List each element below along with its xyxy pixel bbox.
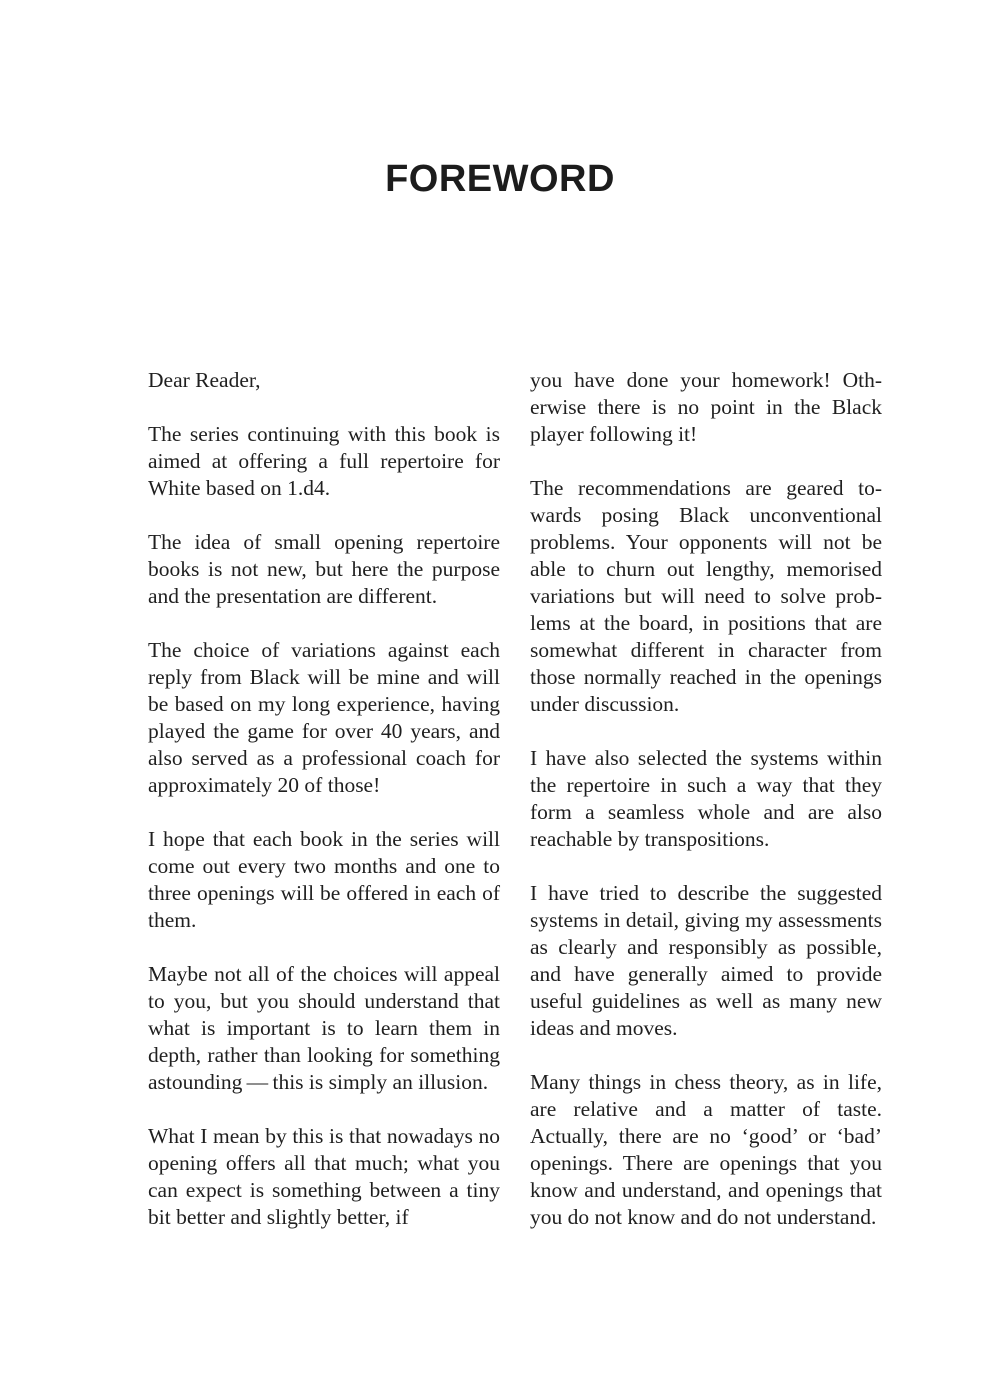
right-column bbox=[530, 367, 882, 1231]
salutation: Dear Reader, bbox=[148, 368, 261, 392]
paragraph: Maybe not all of the choices will appeal to you, but you should understand that what is important is to learn them in depth, rather than looking for something astounding — this is simply an illusion. bbox=[148, 962, 500, 1094]
paragraph: What I mean by this is that nowadays no opening offers all that much; what you can expect is something between a tiny bit better and slightly better, if bbox=[148, 1124, 500, 1229]
left-column bbox=[148, 367, 500, 1231]
paragraph: The choice of variations against each reply from Black will be mine and will be based on my long experience, having played the game for over 40 years, and also served as a professional coach for approximately 20 of those! bbox=[148, 638, 500, 797]
paragraph: I have tried to describe the suggested systems in detail, giving my assessments as clearly and responsibly as possible, and have generally aimed to provide useful guidelines as well as many new ideas and moves. bbox=[530, 881, 882, 1040]
page-title: FOREWORD bbox=[385, 158, 615, 200]
paragraph: I hope that each book in the series will come out every two months and one to three openings will be offered in each of them. bbox=[148, 827, 500, 932]
paragraph: you have done your homework! Otherwise there is no point in the Black player following it! bbox=[530, 368, 882, 446]
paragraph: Many things in chess theory, as in life, are relative and a matter of taste. Actually, there are no ‘good’ or ‘bad’ openings. There are openings that you know and understand, and openings that you do not know and do not understand. bbox=[530, 1070, 882, 1229]
paragraph: The series continuing with this book is aimed at offering a full repertoire for White based on 1.d4. bbox=[148, 422, 500, 500]
paragraph: The recommendations are geared towards posing Black unconventional problems. Your opponents will not be able to churn out lengthy, memorised variations but will need to solve problems at the board, in positions that are somewhat different in character from those normally reached in the openings under discussion. bbox=[530, 476, 882, 716]
paragraph: The idea of small opening repertoire books is not new, but here the purpose and the presentation are different. bbox=[148, 530, 500, 608]
paragraph: I have also selected the systems within the repertoire in such a way that they form a seamless whole and are also reachable by transpositions. bbox=[530, 746, 882, 851]
